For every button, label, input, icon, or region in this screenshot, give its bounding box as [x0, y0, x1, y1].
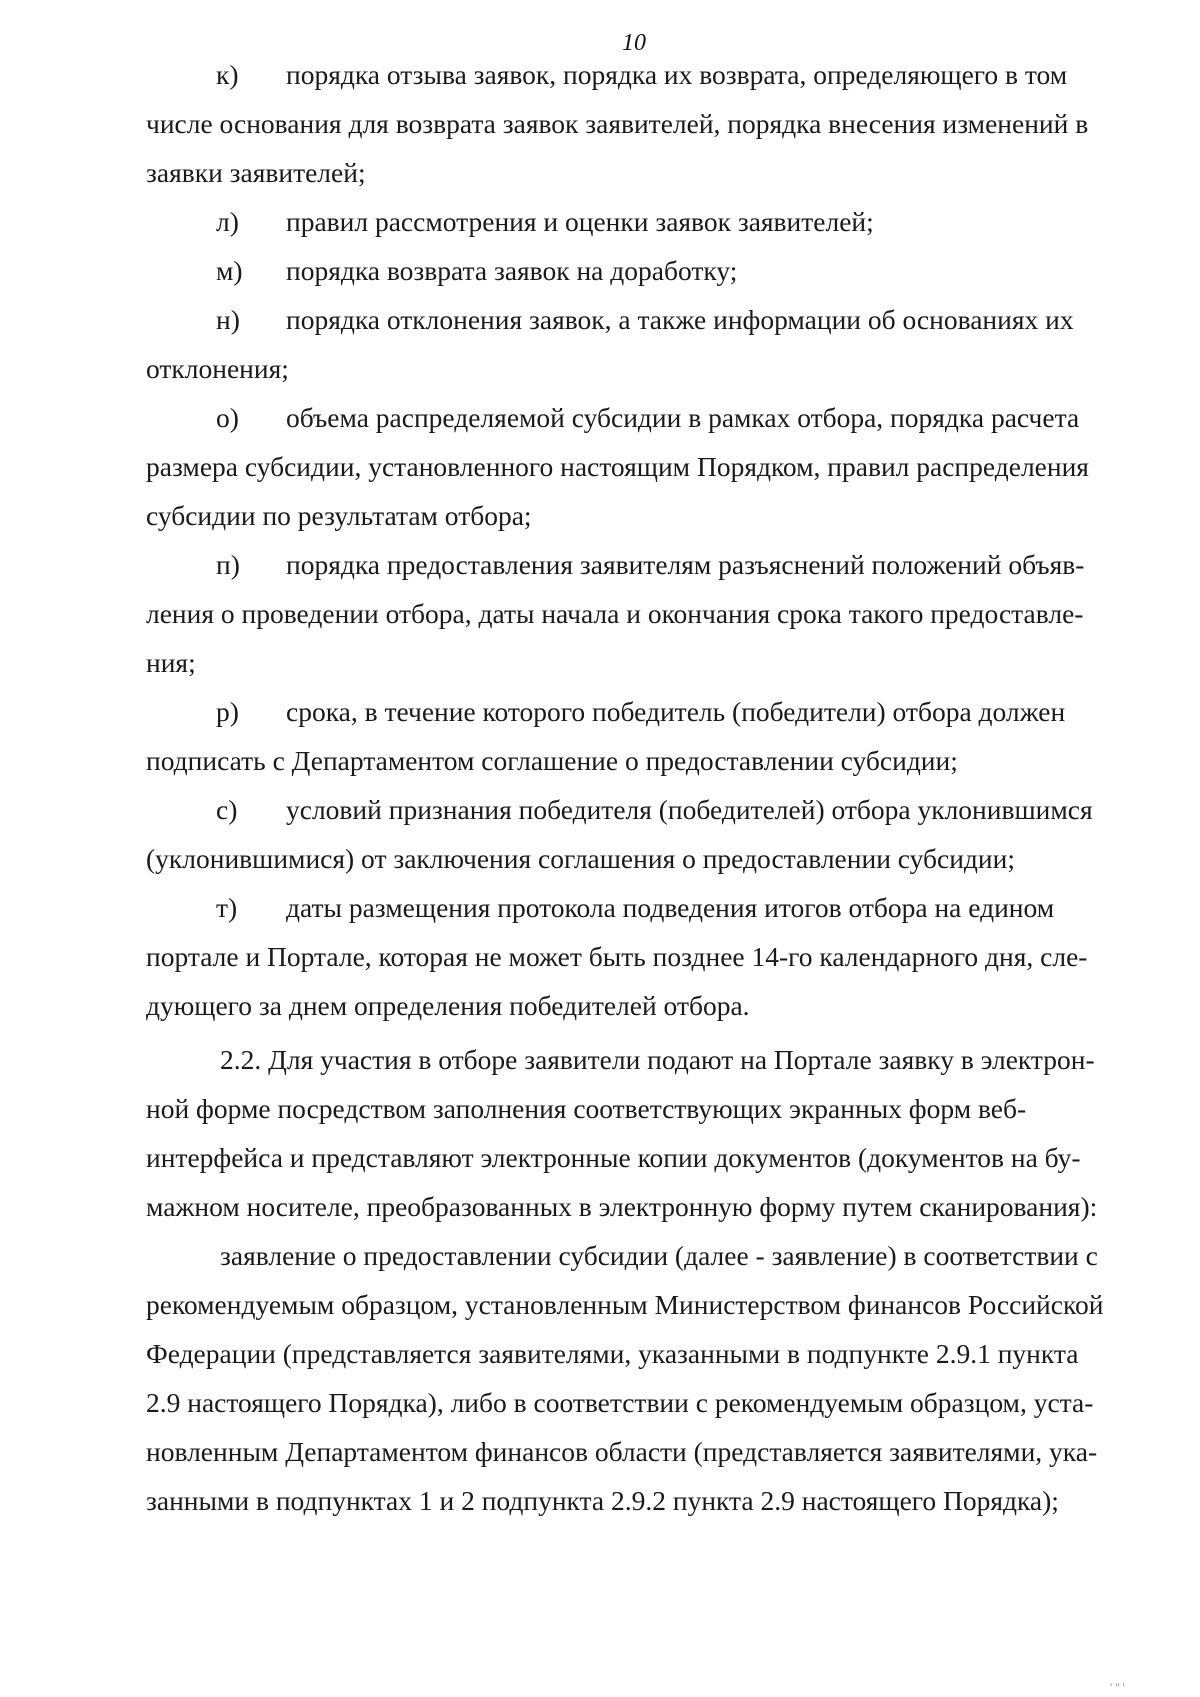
- list-item-continuation: дующего за днем определения победителей отбора.: [146, 990, 750, 1021]
- list-item-text: порядка отклонения заявок, а также информации об основаниях их: [286, 304, 1074, 335]
- list-item-first-line: [146, 393, 1136, 442]
- section-2-2-line: ной форме посредством заполнения соответствующих экранных форм веб-: [146, 1093, 1027, 1124]
- statement-line: Федерации (представляется заявителями, указанными в подпункте 2.9.1 пункта: [146, 1338, 1079, 1369]
- list-item-first-line: [146, 883, 1136, 932]
- list-item: [146, 393, 1136, 540]
- list-item-continuation: заявки заявителей;: [146, 157, 366, 188]
- list-item-text: порядка предоставления заявителям разъяснений положений объяв-: [286, 549, 1085, 580]
- page-number: 10: [622, 30, 646, 56]
- list-item-continuation: размера субсидии, установленного настоящим Порядком, правил распределения: [146, 451, 1089, 482]
- list-item-first-line: [146, 687, 1136, 736]
- list-item-first-line: [146, 50, 1136, 99]
- statement-line: рекомендуемым образцом, установленным Министерством финансов Российской: [146, 1289, 1104, 1320]
- scan-mark: ' '' ': [1110, 1680, 1125, 1694]
- list-item-continuation: ления о проведении отбора, даты начала и окончания срока такого предоставле-: [146, 598, 1084, 629]
- list-item-first-line: [146, 197, 1136, 246]
- list-items-block: [146, 50, 1136, 1030]
- list-item-text: даты размещения протокола подведения итогов отбора на едином: [286, 892, 1055, 923]
- section-2-2-line: мажном носителе, преобразованных в электронную форму путем сканирования):: [146, 1191, 1098, 1222]
- list-item-text: правил рассмотрения и оценки заявок заявителей;: [286, 206, 874, 237]
- list-item-text: условий признания победителя (победителей) отбора уклонившимся: [286, 794, 1093, 825]
- list-item-text: объема распределяемой субсидии в рамках отбора, порядка расчета: [286, 402, 1080, 433]
- statement-line: новленным Департаментом финансов области (представляется заявителями, ука-: [146, 1436, 1098, 1467]
- list-item-first-line: [146, 246, 1136, 295]
- list-item-text: срока, в течение которого победитель (победители) отбора должен: [286, 696, 1066, 727]
- list-item-letter: р): [216, 696, 239, 727]
- statement-line: занными в подпунктах 1 и 2 подпункта 2.9.2 пункта 2.9 настоящего Порядка);: [146, 1485, 1059, 1516]
- list-item-letter: о): [216, 402, 239, 433]
- list-item-continuation: подписать с Департаментом соглашение о предоставлении субсидии;: [146, 745, 958, 776]
- list-item-text: порядка отзыва заявок, порядка их возврата, определяющего в том: [286, 59, 1068, 90]
- list-item: [146, 295, 1136, 393]
- list-item: [146, 540, 1136, 687]
- list-item-continuation: числе основания для возврата заявок заявителей, порядка внесения изменений в: [146, 108, 1089, 139]
- list-item-continuation: отклонения;: [146, 353, 289, 384]
- list-item: [146, 246, 1136, 295]
- list-item: [146, 785, 1136, 883]
- list-item-letter: п): [216, 549, 240, 580]
- list-item-letter: т): [216, 892, 238, 923]
- section-2-2-line: интерфейса и представляют электронные копии документов (документов на бу-: [146, 1142, 1081, 1173]
- list-item-continuation: субсидии по результатам отбора;: [146, 500, 532, 531]
- list-item: [146, 197, 1136, 246]
- statement-paragraph: [146, 1231, 1136, 1525]
- section-2-2-line: 2.2. Для участия в отборе заявители подают на Портале заявку в электрон-: [220, 1044, 1095, 1075]
- list-item-letter: н): [216, 304, 240, 335]
- list-item-letter: м): [216, 255, 243, 286]
- statement-line: заявление о предоставлении субсидии (далее - заявление) в соответствии с: [220, 1240, 1098, 1271]
- list-item: [146, 883, 1136, 1030]
- list-item: [146, 50, 1136, 197]
- section-2-2: [146, 1035, 1136, 1231]
- list-item-text: порядка возврата заявок на доработку;: [286, 255, 738, 286]
- list-item: [146, 687, 1136, 785]
- list-item-first-line: [146, 540, 1136, 589]
- list-item-letter: л): [216, 206, 239, 237]
- list-item-letter: с): [216, 794, 238, 825]
- list-item-first-line: [146, 785, 1136, 834]
- list-item-continuation: (уклонившимися) от заключения соглашения о предоставлении субсидии;: [146, 843, 1016, 874]
- list-item-letter: к): [216, 59, 239, 90]
- statement-line: 2.9 настоящего Порядка), либо в соответствии с рекомендуемым образцом, уста-: [146, 1387, 1094, 1418]
- list-item-continuation: портале и Портале, которая не может быть позднее 14-го календарного дня, сле-: [146, 941, 1088, 972]
- list-item-first-line: [146, 295, 1136, 344]
- list-item-continuation: ния;: [146, 647, 196, 678]
